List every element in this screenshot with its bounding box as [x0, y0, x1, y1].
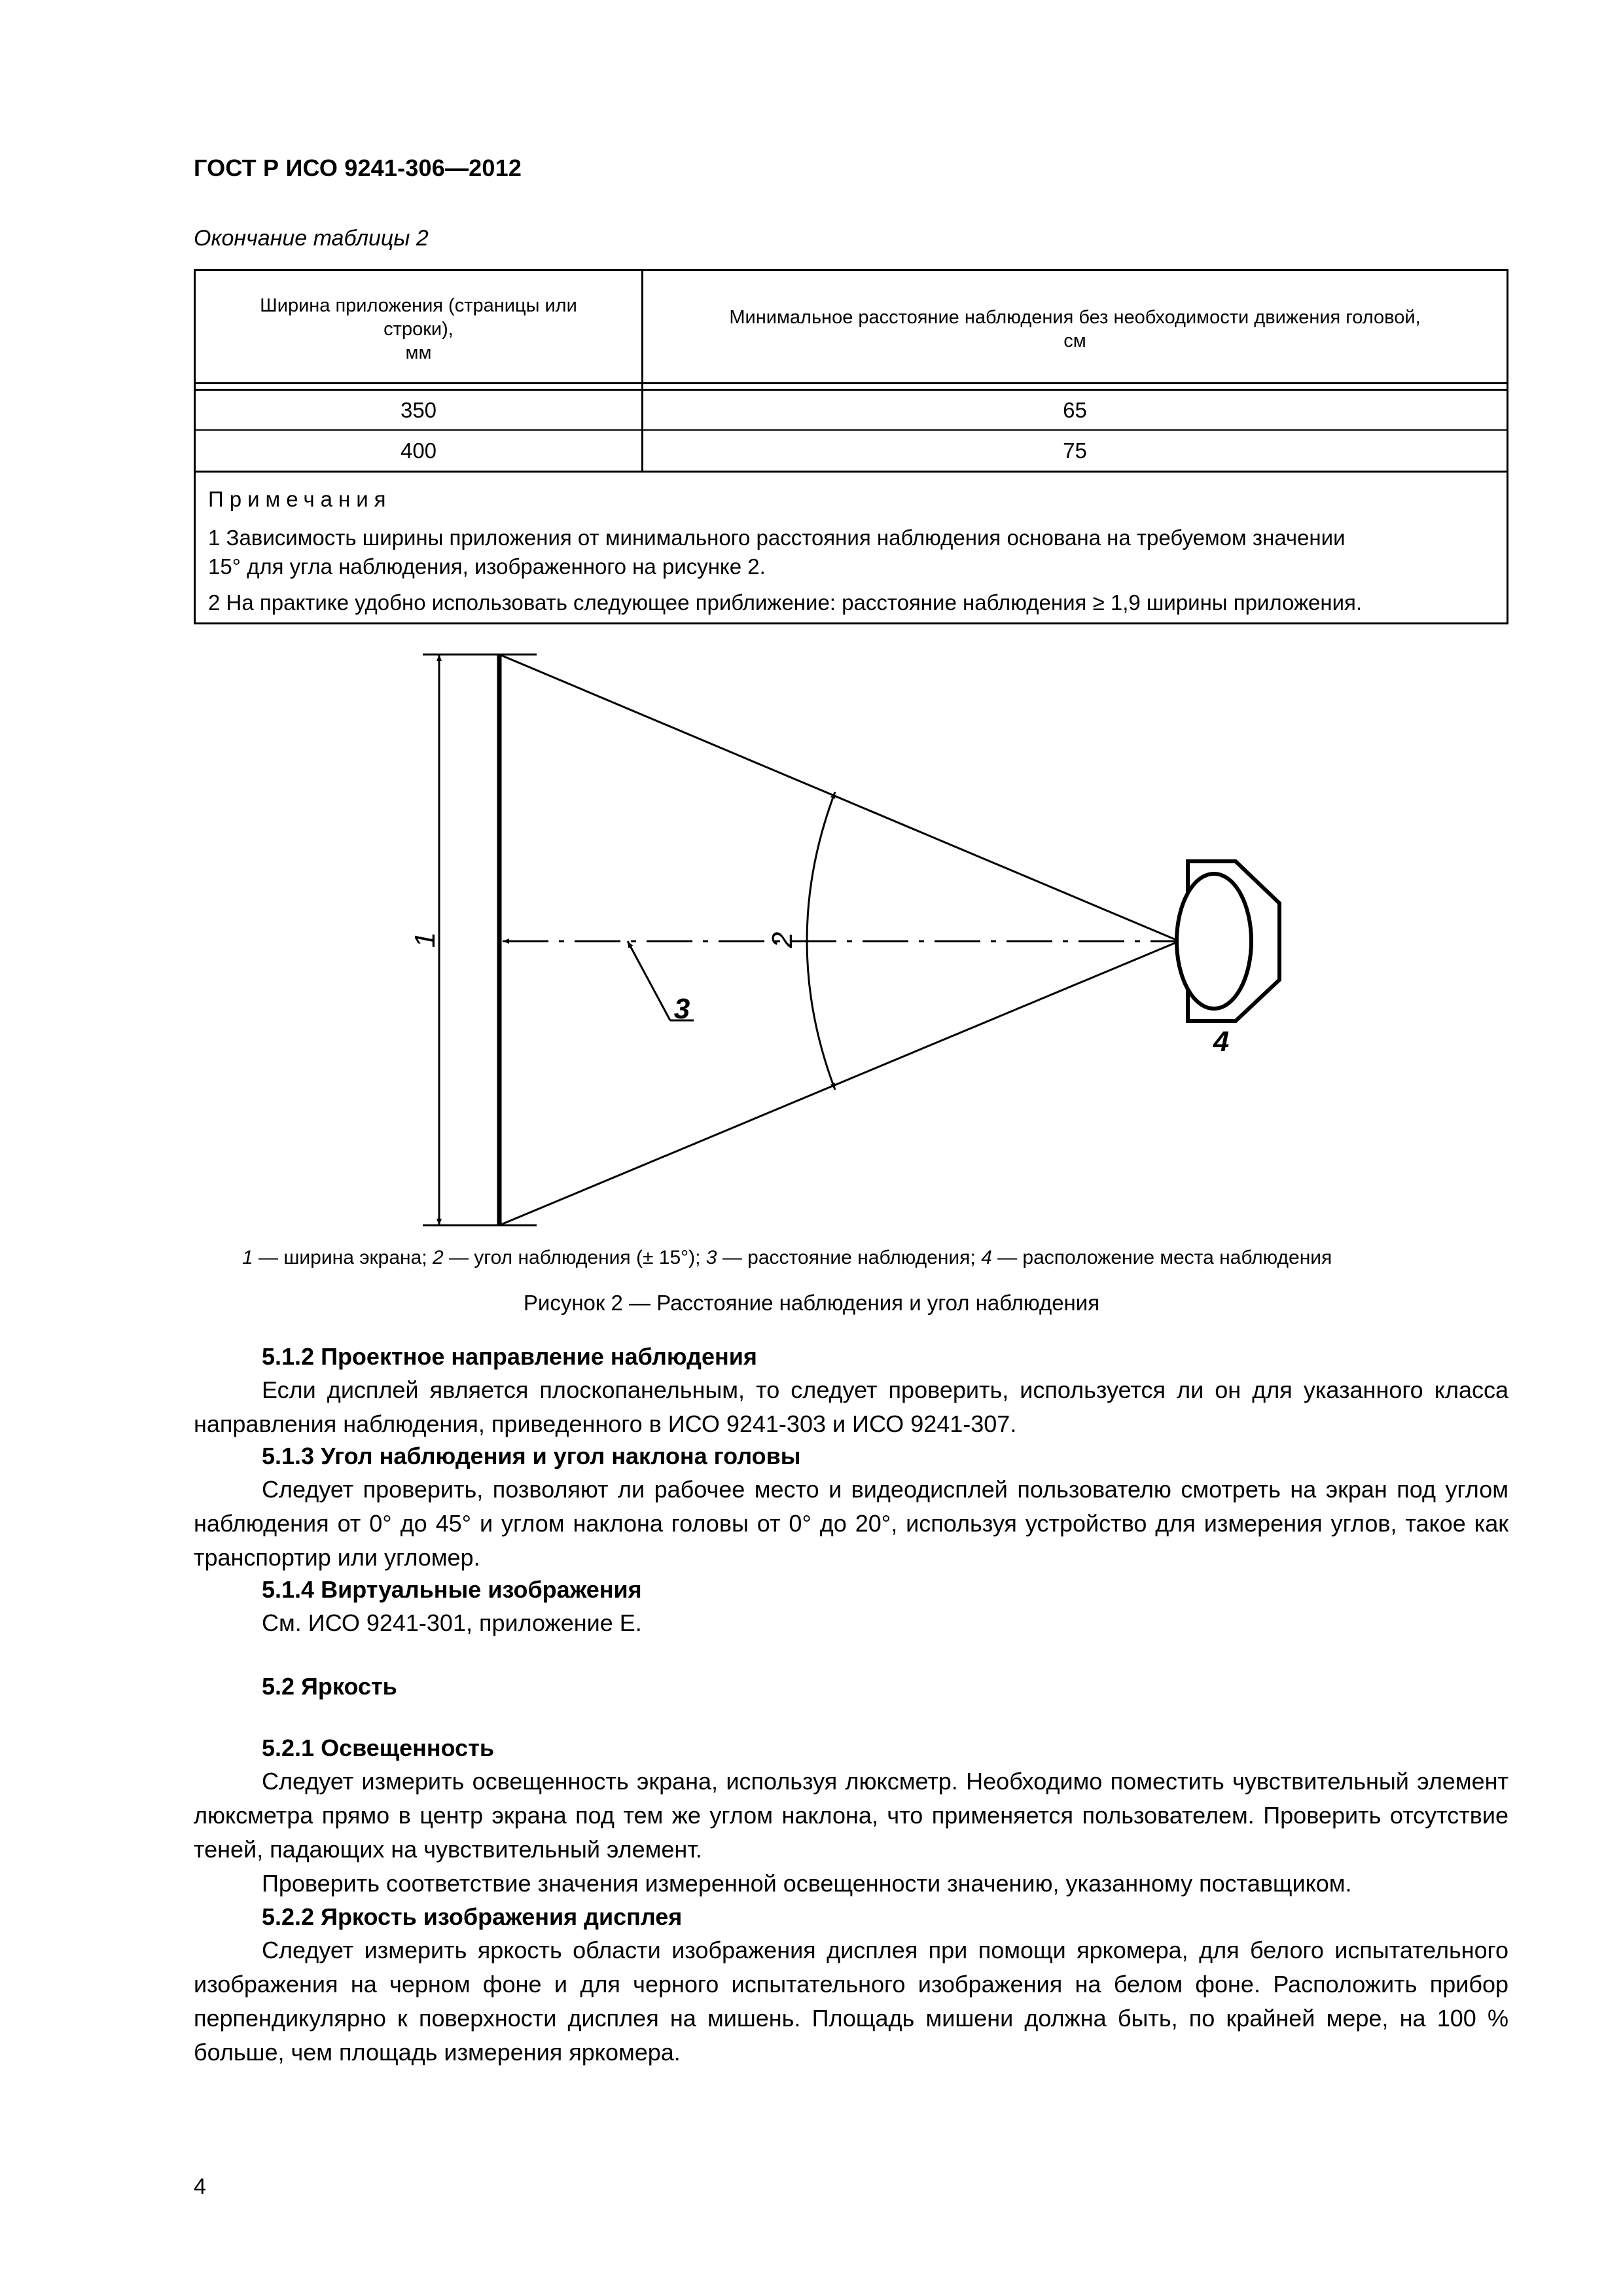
col1-header-line2: строки), [383, 319, 454, 340]
section-5-1-3-title: 5.1.3 Угол наблюдения и угол наклона головы [262, 1443, 801, 1469]
col2-header-line1: Минимальное расстояние наблюдения без необходимости движения головой, [729, 307, 1421, 328]
legend-num-2: 2 [432, 1247, 444, 1268]
legend-text-4: — расположение места наблюдения [991, 1247, 1332, 1268]
label-3: 3 [673, 993, 690, 1025]
label-1: 1 [409, 931, 441, 948]
section-5-2-1-text-2: Проверить соответствие значения измеренной освещенности значению, указанному поставщиком. [262, 1870, 1352, 1897]
section-5-2-2-text: Следует измерить яркость области изображения дисплея при помощи яркомера, для белого испытательного изображения на черном фоне и для черного испытательного изображения на белом фоне. Расположить прибор перпендикулярно к поверхности дисплея на мишень. Площадь мишени должна быть, по крайней мере, на 100 % больше, чем площадь измерения яркомера. [194, 1937, 1508, 2066]
section-5-2-title: 5.2 Яркость [262, 1673, 397, 1700]
label-4: 4 [1213, 1026, 1230, 1058]
section-5-2-1-title: 5.2.1 Освещенность [262, 1734, 494, 1761]
legend-text-1: — ширина экрана; [253, 1247, 433, 1268]
figure-caption: Рисунок 2 — Расстояние наблюдения и угол наблюдения [523, 1291, 1100, 1315]
table-note-1-line-2: 15° для угла наблюдения, изображенного на рисунке 2. [208, 554, 766, 579]
table-note-2: 2 На практике удобно использовать следующее приближение: расстояние наблюдения ≥ 1,9 ширины приложения. [208, 590, 1363, 615]
col1-header-line3: мм [405, 342, 432, 363]
legend-num-1: 1 [242, 1247, 253, 1268]
observer-head-icon [1177, 861, 1279, 1021]
legend-text-2: — угол наблюдения (± 15°); [443, 1247, 706, 1268]
figure-legend [242, 1247, 1332, 1269]
section-5-1-4-text: См. ИСО 9241-301, приложение Е. [262, 1609, 642, 1636]
table-note-1-line-1: 1 Зависимость ширины приложения от минимального расстояния наблюдения основана на требуемом значении [208, 526, 1346, 550]
legend-num-3: 3 [705, 1247, 717, 1268]
table-cell-distance: 75 [1063, 438, 1087, 463]
section-5-1-2-title: 5.1.2 Проектное направление наблюдения [262, 1343, 757, 1370]
section-5-2-2-title: 5.2.2 Яркость изображения дисплея [262, 1903, 683, 1930]
section-5-1-4-title: 5.1.4 Виртуальные изображения [262, 1576, 642, 1603]
section-5-2-1-text: Следует измерить освещенность экрана, используя люксметр. Необходимо поместить чувствительный элемент люксметра прямо в центр экрана под тем же углом наклона, что применяется пользователем. Проверить отсутствие теней, падающих на чувствительный элемент. [194, 1768, 1508, 1863]
viewing-cone [499, 655, 1179, 1225]
page-number: 4 [194, 2174, 206, 2199]
table-caption: Окончание таблицы 2 [194, 226, 429, 251]
label-2: 2 [766, 931, 798, 948]
table-cell-distance: 65 [1063, 397, 1087, 422]
table-notes-title: Примечания [208, 487, 392, 511]
section-5-1-2-text: Если дисплей является плоскопанельным, то следует проверить, используется ли он для указанного класса направления наблюдения, приведенного в ИСО 9241-303 и ИСО 9241-307. [194, 1376, 1508, 1437]
col2-header-line2: см [1063, 331, 1086, 351]
table-cell-width: 400 [400, 438, 437, 463]
legend-num-4: 4 [981, 1247, 992, 1268]
document-header: ГОСТ Р ИСО 9241-306—2012 [194, 154, 522, 181]
section-5-1-3-text: Следует проверить, позволяют ли рабочее место и видеодисплей пользователю смотреть на экран под углом наблюдения от 0° до 45° и углом наклона головы от 0° до 20°, используя устройство для измерения углов, такое как транспортир или угломер. [194, 1476, 1508, 1571]
col1-header-line1: Ширина приложения (страницы или [260, 295, 577, 316]
table-cell-width: 350 [400, 397, 437, 422]
legend-text-3: — расстояние наблюдения; [717, 1247, 982, 1268]
